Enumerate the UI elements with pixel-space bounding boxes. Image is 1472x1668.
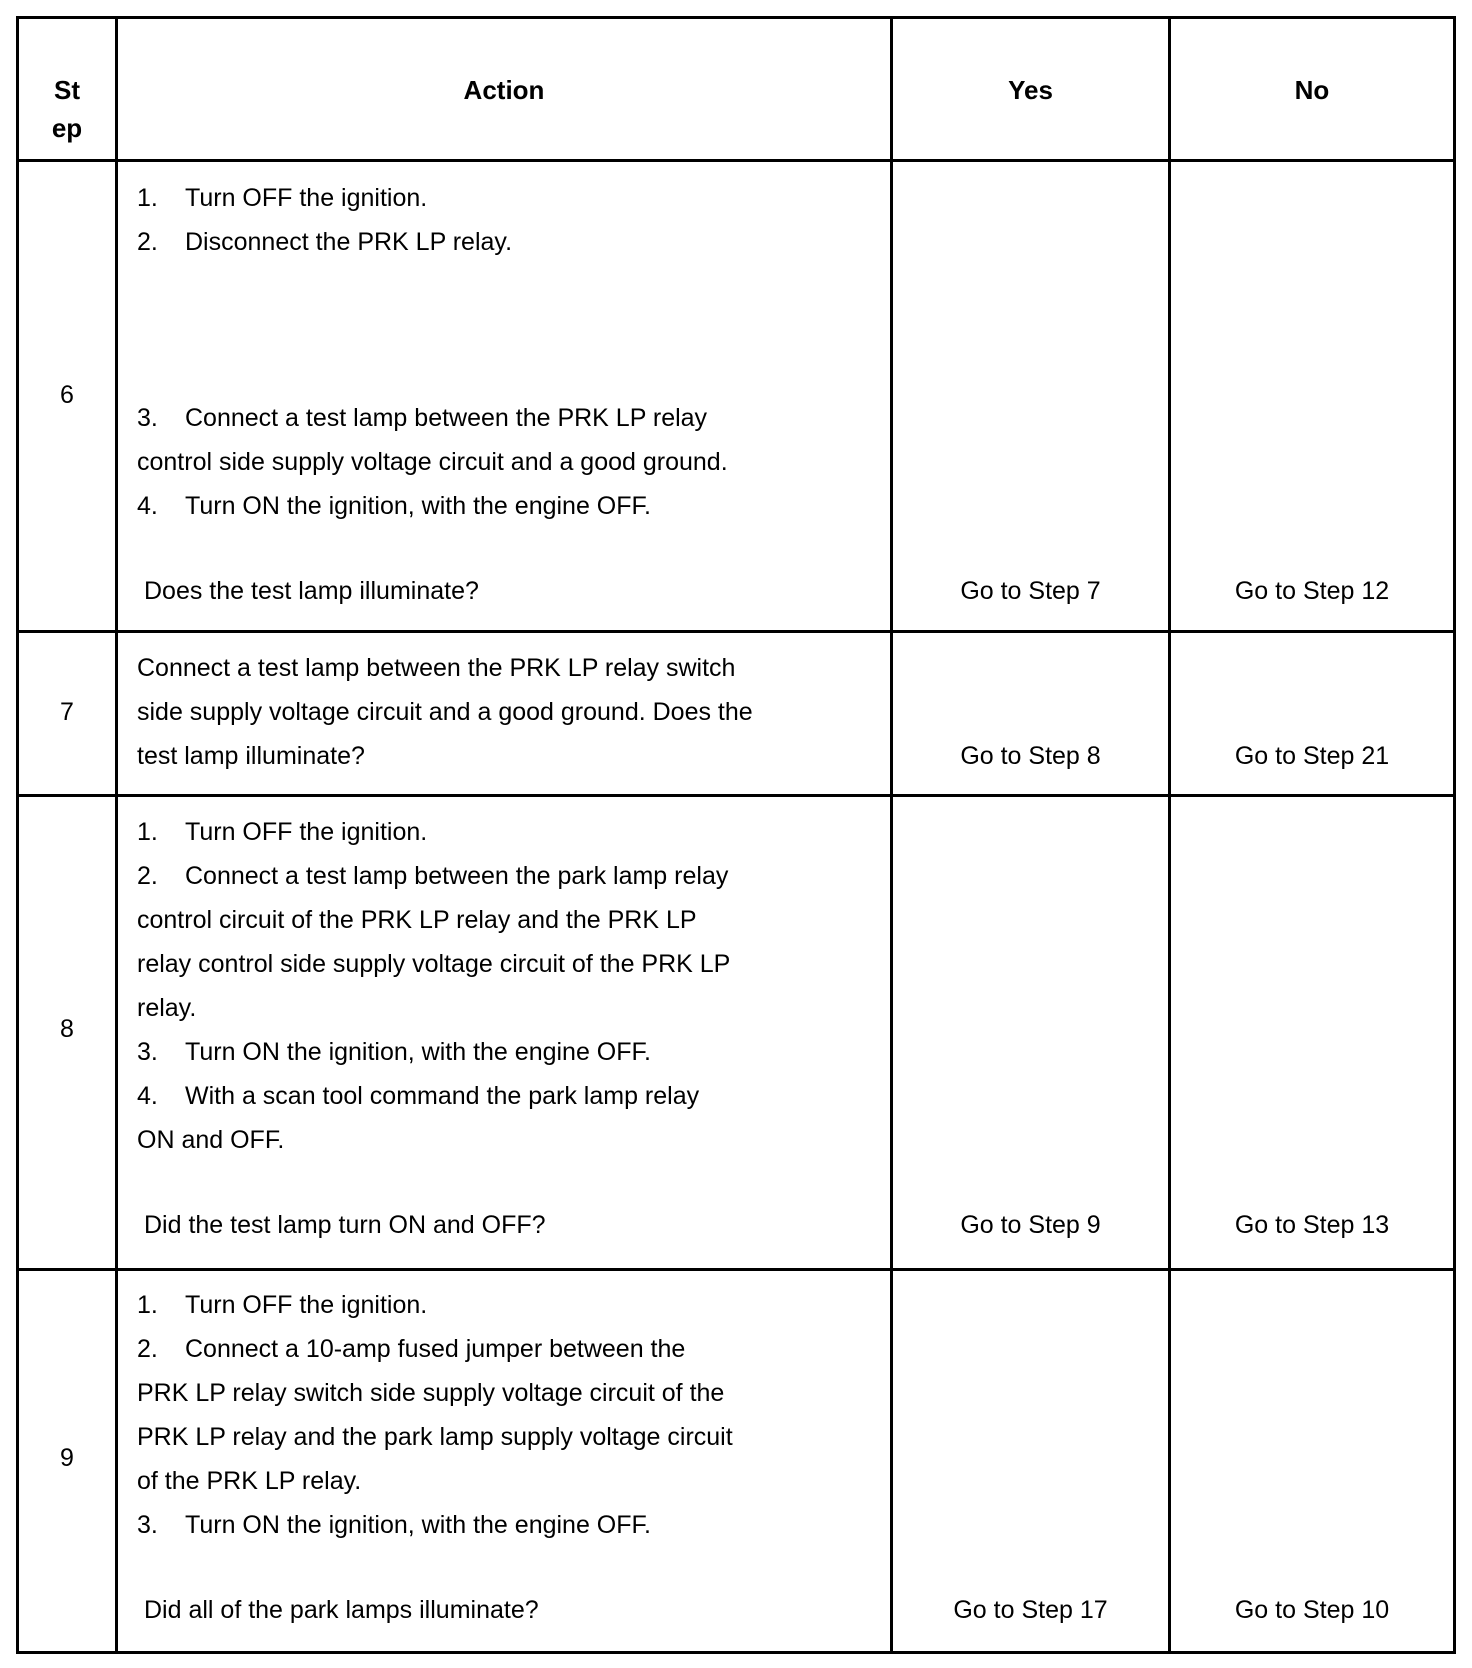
action-line [137,440,728,484]
action-line [137,220,512,264]
action-text: Turn ON the ignition, with the engine OFF. [185,492,651,520]
action-line [137,854,728,898]
list-number: 1. [137,818,158,846]
action-line [137,1503,651,1547]
list-number: 3. [137,404,158,432]
action-text: control side supply voltage circuit and a good ground. [137,448,728,476]
action-line [137,1074,699,1118]
row-divider [19,159,1453,162]
action-text: Turn OFF the ignition. [185,1291,428,1319]
action-text: With a scan tool command the park lamp relay [185,1082,700,1110]
column-divider [115,19,118,1651]
yes-result: Go to Step 8 [960,742,1101,770]
yes-result: Go to Step 7 [960,577,1101,605]
action-line [137,810,427,854]
action-text: Turn OFF the ignition. [185,184,428,212]
header-no: No [1294,75,1330,105]
no-result: Go to Step 21 [1234,742,1390,770]
list-number: 4. [137,1082,158,1110]
column-divider [1168,19,1171,1651]
action-line [137,1030,651,1074]
action-text: Turn ON the ignition, with the engine OFF. [185,1511,651,1539]
action-line: side supply voltage circuit and a good ground. Does the [137,698,753,726]
header-step-line2: ep [51,113,83,143]
action-line: relay control side supply voltage circuit of the PRK LP [137,950,731,978]
action-question: Did the test lamp turn ON and OFF? [144,1211,546,1239]
action-line: Connect a test lamp between the PRK LP relay switch [137,654,736,682]
row-divider [19,794,1453,797]
list-number: 2. [137,1335,158,1363]
step-number: 6 [60,381,74,409]
no-result: Go to Step 10 [1234,1596,1390,1624]
list-number: 2. [137,228,158,256]
list-number: 2. [137,862,158,890]
header-yes: Yes [1008,75,1053,105]
yes-result: Go to Step 9 [960,1211,1101,1239]
row-divider [19,630,1453,633]
action-line: of the PRK LP relay. [137,1467,362,1495]
column-divider [890,19,893,1651]
action-line [137,396,707,440]
action-line [137,1327,685,1371]
header-step-line1: St [54,75,80,105]
step-number: 9 [60,1444,74,1472]
no-result: Go to Step 13 [1234,1211,1390,1239]
list-number: 3. [137,1038,158,1066]
action-text: Turn OFF the ignition. [185,818,428,846]
action-question: Does the test lamp illuminate? [144,577,479,605]
action-text: Connect a test lamp between the PRK LP relay [185,404,708,432]
step-number: 8 [60,1015,74,1043]
action-line: PRK LP relay switch side supply voltage circuit of the [137,1379,725,1407]
list-number: 1. [137,1291,158,1319]
action-text: Connect a test lamp between the park lamp relay [185,862,729,890]
action-line [137,176,427,220]
action-text: Connect a 10-amp fused jumper between the [185,1335,686,1363]
diagnostic-table [16,16,1456,1654]
action-line: test lamp illuminate? [137,742,365,770]
list-number: 3. [137,1511,158,1539]
action-line: control circuit of the PRK LP relay and the PRK LP [137,906,697,934]
header-action: Action [463,75,545,105]
list-number: 4. [137,492,158,520]
no-result: Go to Step 12 [1234,577,1390,605]
action-text: Disconnect the PRK LP relay. [185,228,513,256]
list-number: 1. [137,184,158,212]
yes-result: Go to Step 17 [953,1596,1108,1624]
row-divider [19,1268,1453,1271]
action-line [137,1283,427,1327]
step-number: 7 [60,698,74,726]
action-line: relay. [137,994,197,1022]
action-question: Did all of the park lamps illuminate? [144,1596,539,1624]
action-text: Turn ON the ignition, with the engine OFF. [185,1038,651,1066]
action-line [137,484,651,528]
action-line: PRK LP relay and the park lamp supply voltage circuit [137,1423,733,1451]
header-step [19,71,115,147]
action-line: ON and OFF. [137,1126,285,1154]
